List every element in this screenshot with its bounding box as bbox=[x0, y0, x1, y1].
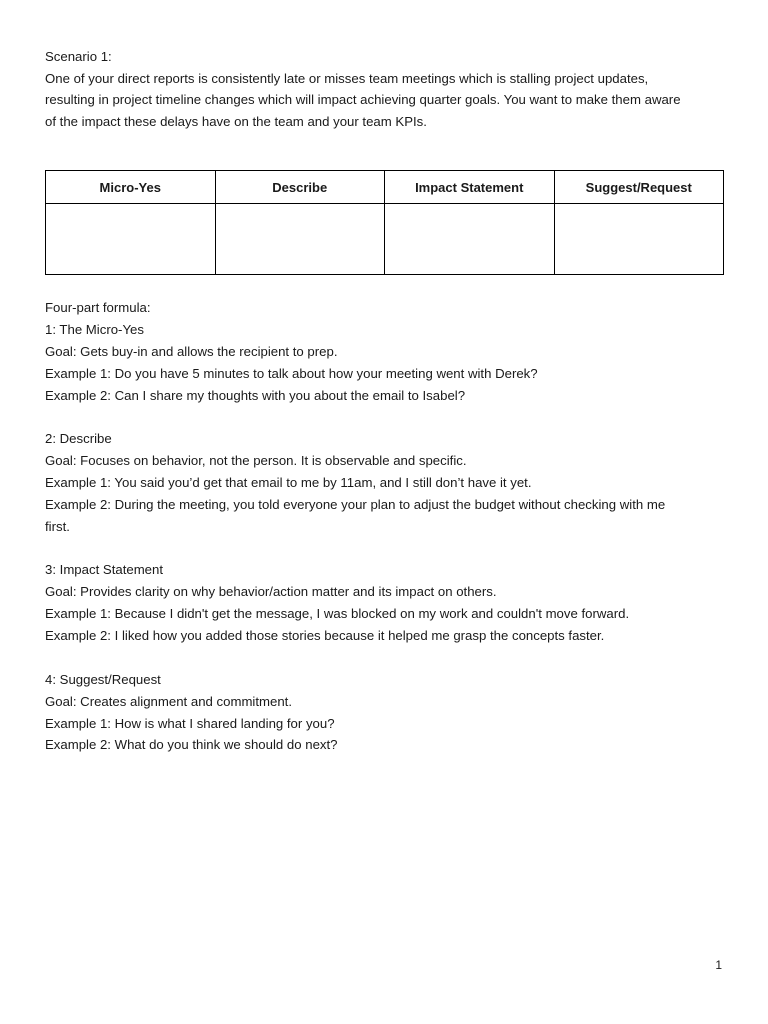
scenario-text-line: resulting in project timeline changes which will impact achieving quarter goals. You want to make them aware bbox=[45, 92, 681, 108]
section-example: Example 2: I liked how you added those stories because it helped me grasp the concepts faster. bbox=[45, 628, 605, 644]
section-example: Example 1: Do you have 5 minutes to talk about how your meeting went with Derek? bbox=[45, 365, 538, 381]
section-example: Example 2: Can I share my thoughts with you about the email to Isabel? bbox=[45, 387, 466, 403]
section-example-continuation: first. bbox=[45, 518, 70, 534]
column-header-impact-statement: Impact Statement bbox=[385, 171, 555, 204]
scenario-text-line: of the impact these delays have on the team and your team KPIs. bbox=[45, 114, 427, 130]
formula-intro: Four-part formula: bbox=[45, 300, 151, 315]
column-header-micro-yes: Micro-Yes bbox=[46, 171, 216, 204]
table-header-row bbox=[46, 171, 724, 204]
formula-section bbox=[45, 297, 725, 756]
section-heading: 2: Describe bbox=[45, 431, 112, 447]
section-example: Example 2: During the meeting, you told everyone your plan to adjust the budget without checking with me bbox=[45, 496, 666, 512]
column-header-describe: Describe bbox=[215, 171, 385, 204]
table-row bbox=[46, 204, 724, 275]
section-heading: 3: Impact Statement bbox=[45, 562, 164, 578]
spacer bbox=[45, 647, 725, 669]
section-example: Example 1: You said you’d get that email to me by 11am, and I still don’t have it yet. bbox=[45, 475, 532, 491]
section-example: Example 2: What do you think we should do next? bbox=[45, 737, 338, 753]
table-cell-micro-yes[interactable] bbox=[46, 204, 216, 275]
section-example: Example 1: Because I didn't get the message, I was blocked on my work and couldn't move forward. bbox=[45, 606, 630, 622]
scenario-block bbox=[45, 46, 725, 133]
section-heading: 1: The Micro-Yes bbox=[45, 321, 144, 337]
table-cell-impact-statement[interactable] bbox=[385, 204, 555, 275]
section-heading: 4: Suggest/Request bbox=[45, 671, 161, 687]
section-example: Example 1: How is what I shared landing for you? bbox=[45, 715, 335, 731]
table-cell-describe[interactable] bbox=[215, 204, 385, 275]
response-grid bbox=[45, 170, 724, 275]
section-goal: Goal: Creates alignment and commitment. bbox=[45, 693, 293, 709]
section-goal: Goal: Provides clarity on why behavior/action matter and its impact on others. bbox=[45, 584, 497, 600]
section-goal: Goal: Focuses on behavior, not the person. It is observable and specific. bbox=[45, 453, 467, 469]
formula-table bbox=[45, 170, 724, 275]
scenario-text-line: One of your direct reports is consistently late or misses team meetings which is stalling project updates, bbox=[45, 70, 649, 86]
page-number: 1 bbox=[715, 958, 722, 972]
column-header-suggest-request: Suggest/Request bbox=[554, 171, 724, 204]
section-goal: Goal: Gets buy-in and allows the recipient to prep. bbox=[45, 343, 338, 359]
table-cell-suggest-request[interactable] bbox=[554, 204, 724, 275]
spacer bbox=[45, 407, 725, 429]
scenario-title: Scenario 1: bbox=[45, 49, 112, 64]
spacer bbox=[45, 538, 725, 560]
